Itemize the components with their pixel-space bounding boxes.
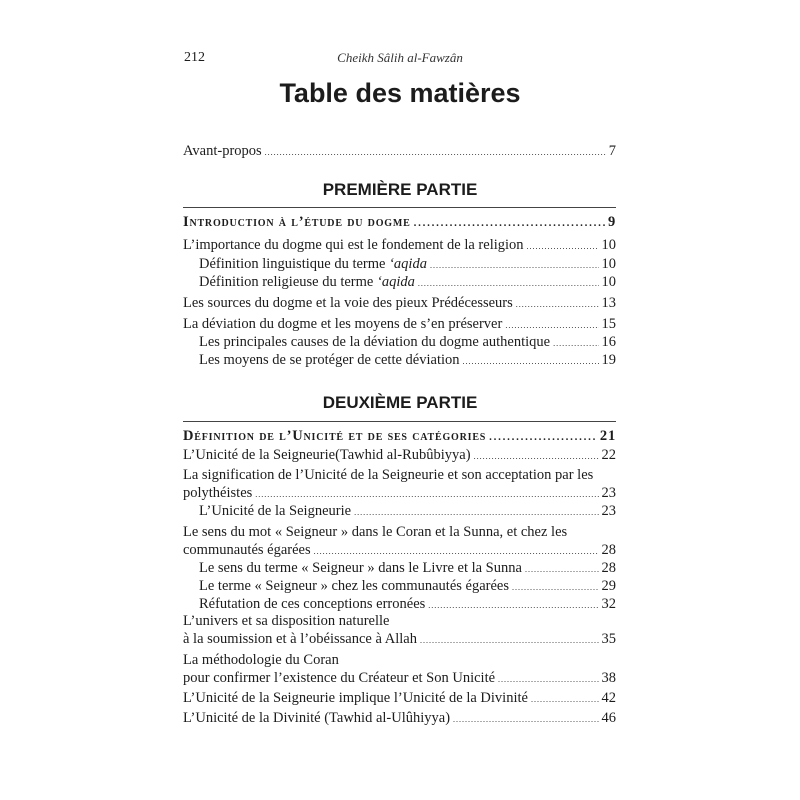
toc-entry-label: L’Unicité de la Seigneurie implique l’Unicité de la Divinité bbox=[183, 690, 528, 706]
dot-leader bbox=[354, 502, 598, 522]
toc-entry-label: Les moyens de se protéger de cette déviation bbox=[199, 352, 460, 368]
toc-entry-page: 32 bbox=[601, 596, 616, 612]
toc-entry-page: 10 bbox=[601, 274, 616, 290]
toc-entry-label: communautés égarées bbox=[183, 542, 311, 558]
toc-entry-preface[interactable] bbox=[183, 142, 616, 162]
toc-subentry[interactable] bbox=[199, 351, 616, 371]
toc-entry-page: 42 bbox=[601, 690, 616, 706]
toc-subentry[interactable] bbox=[199, 559, 616, 579]
dot-leader bbox=[516, 294, 599, 314]
toc-subentry[interactable] bbox=[199, 255, 616, 275]
toc-entry-page: 22 bbox=[601, 447, 616, 463]
toc-entry-page: 38 bbox=[601, 670, 616, 686]
toc-entry[interactable] bbox=[183, 669, 616, 689]
toc-entry-page: 19 bbox=[601, 352, 616, 368]
toc-entry-page: 23 bbox=[601, 503, 616, 519]
toc-entry-line1: La méthodologie du Coran bbox=[183, 652, 339, 668]
toc-entry-page: 23 bbox=[601, 485, 616, 501]
toc-entry-label: L’Unicité de la Divinité (Tawhid al-Ulûhiyya) bbox=[183, 710, 451, 726]
toc-entry-label: L’importance du dogme qui est le fondement de la religion bbox=[183, 237, 524, 253]
running-title: Cheikh Sâlih al-Fawzân bbox=[337, 50, 463, 65]
toc-entry-page: 10 bbox=[601, 237, 616, 253]
toc-entry[interactable] bbox=[183, 294, 616, 314]
toc-entry-label: Les principales causes de la déviation du dogme authentique bbox=[199, 334, 551, 350]
dot-leader bbox=[553, 333, 598, 353]
dot-leader bbox=[527, 236, 599, 256]
toc-chapter-1[interactable] bbox=[183, 213, 616, 233]
dot-leader bbox=[430, 255, 599, 275]
dot-leader bbox=[414, 213, 605, 233]
page-number: 212 bbox=[184, 50, 205, 65]
dot-leader bbox=[474, 446, 599, 466]
toc-entry-label: polythéistes bbox=[183, 485, 253, 501]
dot-leader bbox=[512, 577, 598, 597]
toc-subentry[interactable] bbox=[199, 502, 616, 522]
dot-leader bbox=[498, 669, 598, 689]
part-heading-1: PREMIÈRE PARTIE bbox=[322, 180, 478, 199]
toc-entry[interactable] bbox=[183, 541, 616, 561]
toc-entry-label: Définition religieuse du terme ‘aqida bbox=[199, 274, 415, 290]
toc-subentry[interactable] bbox=[199, 333, 616, 353]
toc-entry-label: Introduction à l’étude du dogme bbox=[183, 214, 411, 230]
toc-entry-label: Définition de l’Unicité et de ses catégories bbox=[183, 428, 487, 444]
dot-leader bbox=[505, 315, 598, 335]
dot-leader bbox=[255, 484, 598, 504]
toc-entry[interactable] bbox=[183, 315, 616, 335]
toc-entry-label: Le terme « Seigneur » chez les communautés égarées bbox=[199, 578, 510, 594]
toc-entry-page: 29 bbox=[601, 578, 616, 594]
part-heading-2: DEUXIÈME PARTIE bbox=[322, 393, 478, 412]
toc-entry-label: Avant-propos bbox=[183, 143, 262, 159]
part-divider bbox=[183, 421, 616, 422]
toc-entry-page: 28 bbox=[601, 560, 616, 576]
toc-entry[interactable] bbox=[183, 630, 616, 650]
toc-entry-page: 13 bbox=[601, 295, 616, 311]
dot-leader bbox=[525, 559, 599, 579]
dot-leader bbox=[531, 689, 599, 709]
toc-entry-label: à la soumission et à l’obéissance à Allah bbox=[183, 631, 417, 647]
toc-entry-page: 28 bbox=[601, 542, 616, 558]
toc-entry-line1: L’univers et sa disposition naturelle bbox=[183, 613, 390, 629]
toc-entry[interactable] bbox=[183, 689, 616, 709]
dot-leader bbox=[463, 351, 599, 371]
toc-subentry[interactable] bbox=[199, 273, 616, 293]
part-divider bbox=[183, 207, 616, 208]
toc-entry-label: Les sources du dogme et la voie des pieux Prédécesseurs bbox=[183, 295, 513, 311]
toc-entry-page: 15 bbox=[601, 316, 616, 332]
toc-chapter-2[interactable] bbox=[183, 427, 616, 447]
dot-leader bbox=[265, 142, 606, 162]
toc-entry-page: 35 bbox=[601, 631, 616, 647]
dot-leader bbox=[453, 709, 598, 729]
toc-entry-line1: La signification de l’Unicité de la Seigneurie et son acceptation par les bbox=[183, 467, 594, 483]
toc-entry[interactable] bbox=[183, 446, 616, 466]
dot-leader bbox=[314, 541, 599, 561]
toc-entry-label: pour confirmer l’existence du Créateur et Son Unicité bbox=[183, 670, 496, 686]
toc-entry-label: Réfutation de ces conceptions erronées bbox=[199, 596, 426, 612]
toc-entry[interactable] bbox=[183, 709, 616, 729]
toc-entry-page: 7 bbox=[608, 143, 616, 159]
toc-entry-page: 16 bbox=[601, 334, 616, 350]
toc-entry-label: Le sens du terme « Seigneur » dans le Livre et la Sunna bbox=[199, 560, 522, 576]
toc-entry-line1: Le sens du mot « Seigneur » dans le Coran et la Sunna, et chez les bbox=[183, 524, 568, 540]
dot-leader bbox=[489, 427, 597, 447]
toc-entry-label: L’Unicité de la Seigneurie(Tawhid al-Rubûbiyya) bbox=[183, 447, 471, 463]
toc-entry-label: L’Unicité de la Seigneurie bbox=[199, 503, 352, 519]
toc-entry-page: 46 bbox=[601, 710, 616, 726]
toc-subentry[interactable] bbox=[199, 577, 616, 597]
toc-entry[interactable] bbox=[183, 236, 616, 256]
toc-entry-page: 21 bbox=[599, 428, 616, 444]
toc-entry-page: 10 bbox=[601, 256, 616, 272]
toc-entry-label: Définition linguistique du terme ‘aqida bbox=[199, 256, 427, 272]
toc-entry-label: La déviation du dogme et les moyens de s’en préserver bbox=[183, 316, 503, 332]
toc-entry-page: 9 bbox=[607, 214, 616, 230]
page-title: Table des matières bbox=[279, 78, 521, 108]
toc-entry[interactable] bbox=[183, 484, 616, 504]
dot-leader bbox=[418, 273, 599, 293]
dot-leader bbox=[420, 630, 599, 650]
